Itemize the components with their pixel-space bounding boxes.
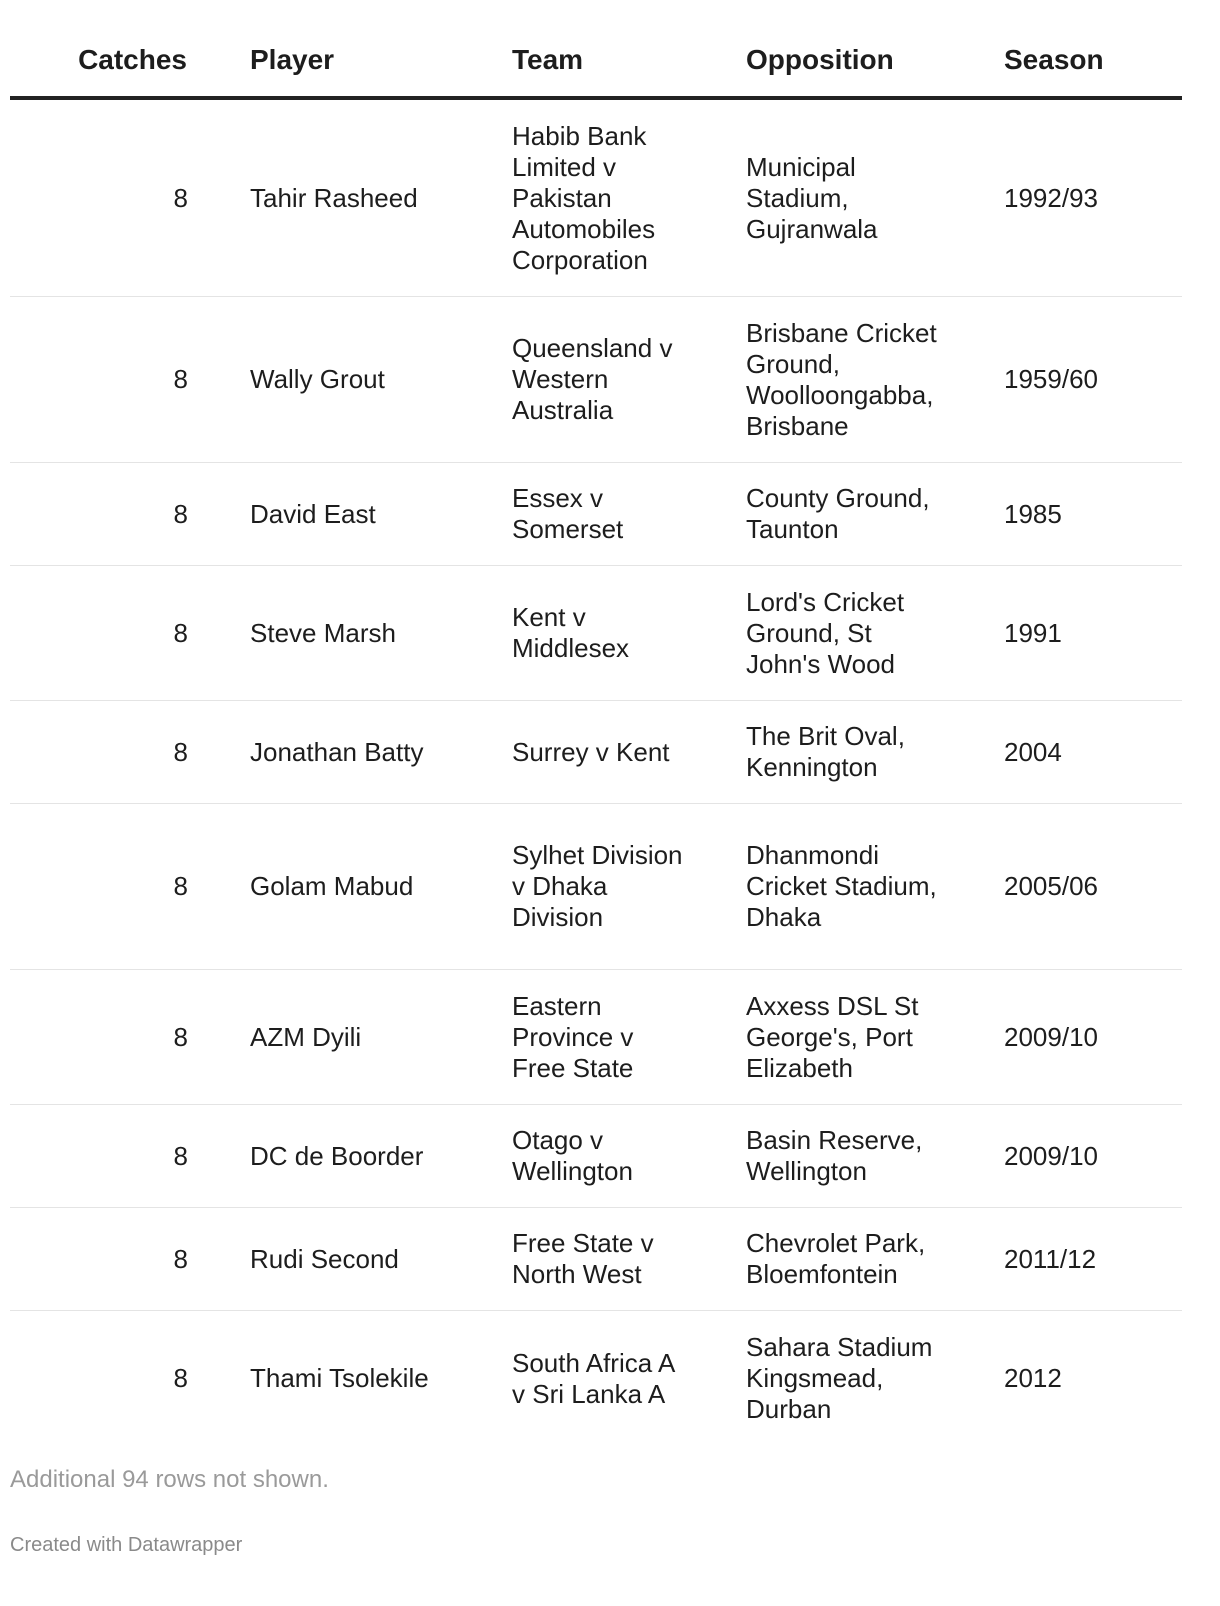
- row-catches: 8: [173, 1021, 188, 1052]
- row-player: AZM Dyili: [250, 1021, 362, 1052]
- row-opposition: Brisbane Cricket Ground, Woolloongabba, Brisbane: [746, 317, 937, 441]
- row-catches: 8: [173, 498, 188, 529]
- row-catches: 8: [173, 871, 188, 901]
- row-player: Rudi Second: [250, 1243, 399, 1274]
- table-body: [10, 100, 1182, 1446]
- row-player: DC de Boorder: [250, 1140, 424, 1171]
- header-player[interactable]: Player: [250, 44, 335, 75]
- table-row: [10, 1105, 1182, 1208]
- row-opposition: Sahara Stadium Kingsmead, Durban: [746, 1332, 933, 1424]
- row-opposition: Axxess DSL St George's, Port Elizabeth: [746, 990, 919, 1083]
- row-opposition: Dhanmondi Cricket Stadium, Dhaka: [746, 840, 937, 932]
- row-season: 2005/06: [1004, 871, 1098, 901]
- row-season: 1985: [1004, 498, 1062, 529]
- row-player: Golam Mabud: [250, 871, 414, 901]
- table-header: [10, 28, 1182, 100]
- row-team: Habib Bank Limited v Pakistan Automobiles Corporation: [512, 120, 656, 275]
- row-opposition: Basin Reserve, Wellington: [746, 1125, 923, 1186]
- row-team: Surrey v Kent: [512, 736, 670, 767]
- row-opposition: The Brit Oval, Kennington: [746, 721, 905, 782]
- table-row: [10, 701, 1182, 804]
- row-season: 2012: [1004, 1363, 1062, 1393]
- row-opposition: Municipal Stadium, Gujranwala: [746, 151, 878, 244]
- table-row: [10, 463, 1182, 566]
- row-catches: 8: [173, 617, 188, 648]
- row-season: 1959/60: [1004, 364, 1098, 394]
- header-team[interactable]: Team: [512, 44, 584, 75]
- row-player: Thami Tsolekile: [250, 1363, 429, 1393]
- header-season[interactable]: Season: [1004, 44, 1104, 75]
- row-team: South Africa A v Sri Lanka A: [512, 1347, 674, 1409]
- row-catches: 8: [173, 182, 188, 213]
- row-player: Steve Marsh: [250, 617, 396, 648]
- table-row: [10, 970, 1182, 1105]
- table-row: [10, 804, 1182, 970]
- row-team: Sylhet Division v Dhaka Division: [512, 840, 683, 932]
- datawrapper-credit: Created with Datawrapper: [10, 1534, 243, 1556]
- header-opposition[interactable]: Opposition: [746, 44, 894, 75]
- row-team: Eastern Province v Free State: [512, 990, 634, 1083]
- row-season: 1992/93: [1004, 182, 1098, 213]
- table-row: [10, 566, 1182, 701]
- row-team: Kent v Middlesex: [512, 602, 630, 663]
- row-opposition: Lord's Cricket Ground, St John's Wood: [746, 586, 905, 679]
- table-row: [10, 1311, 1182, 1446]
- row-season: 2011/12: [1004, 1243, 1097, 1274]
- row-season: 1991: [1004, 617, 1062, 648]
- data-table: [10, 28, 1182, 1446]
- row-player: Jonathan Batty: [250, 736, 424, 767]
- row-opposition: Chevrolet Park, Bloemfontein: [746, 1228, 926, 1289]
- row-season: 2004: [1004, 736, 1062, 767]
- row-player: David East: [250, 498, 376, 529]
- row-catches: 8: [173, 736, 188, 767]
- table-row: [10, 297, 1182, 463]
- header-catches[interactable]: Catches: [78, 44, 187, 75]
- row-catches: 8: [173, 1243, 188, 1274]
- row-season: 2009/10: [1004, 1140, 1098, 1171]
- row-team: Essex v Somerset: [512, 483, 624, 544]
- row-team: Queensland v Western Australia: [512, 333, 673, 425]
- table-row: [10, 1208, 1182, 1311]
- row-player: Wally Grout: [250, 364, 385, 394]
- row-catches: 8: [173, 364, 188, 394]
- row-team: Free State v North West: [512, 1228, 654, 1289]
- row-catches: 8: [173, 1363, 188, 1393]
- row-player: Tahir Rasheed: [250, 182, 418, 213]
- rows-not-shown-note: Additional 94 rows not shown.: [10, 1466, 329, 1493]
- table-row: [10, 100, 1182, 297]
- row-opposition: County Ground, Taunton: [746, 483, 930, 544]
- row-catches: 8: [173, 1140, 188, 1171]
- row-season: 2009/10: [1004, 1021, 1098, 1052]
- row-team: Otago v Wellington: [512, 1125, 633, 1186]
